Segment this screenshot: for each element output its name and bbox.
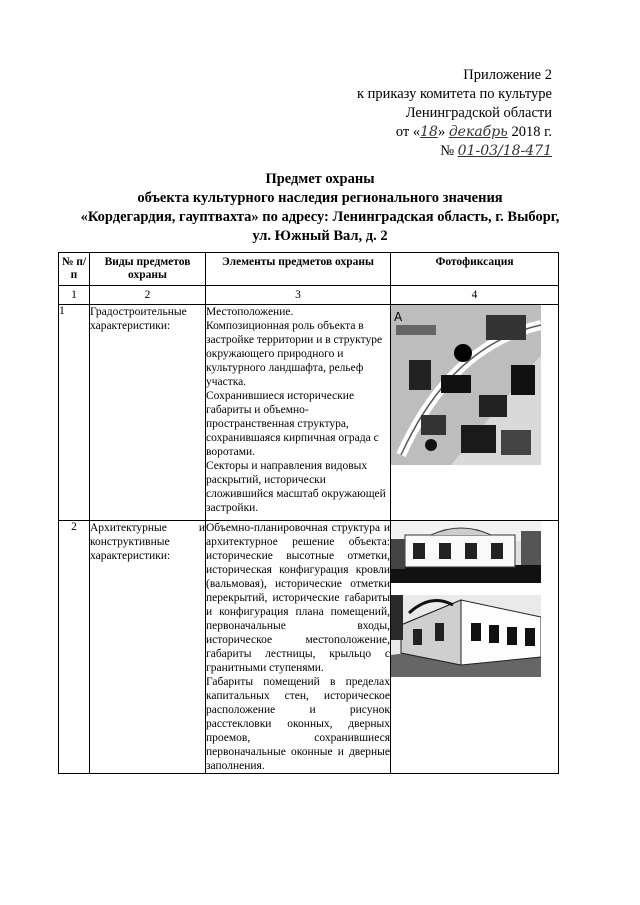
title-line-1: Предмет охраны	[265, 171, 375, 187]
handwritten-number: 01-03/18-471	[457, 143, 552, 159]
col-number: 2	[90, 286, 206, 305]
handwritten-day: 18	[420, 124, 438, 140]
svg-text:A: A	[394, 310, 403, 324]
row-elements: Местоположение. Композиционная роль объекта в застройке территории и в структуре окружающего природного и культурного ландшафта, рельеф участка. Сохранившиеся исторические габариты и объемно-пространственная структура, сохранившаяся кирпичная ограда с воротами. Секторы и направления видовых раскрытий, исторически сложившийся масштаб окружающей застройки.	[206, 305, 391, 521]
row-number: 1	[59, 305, 90, 521]
protection-table	[58, 252, 559, 774]
header-elements: Элементы предметов охраны	[206, 253, 391, 286]
header-num: № п/п	[59, 253, 90, 286]
title-line-2: объекта культурного наследия регионального значения	[137, 190, 503, 206]
header-photo: Фотофиксация	[391, 253, 559, 286]
table-header-row	[59, 253, 559, 286]
table-row	[59, 521, 559, 774]
column-number-row	[59, 286, 559, 305]
appendix-block	[357, 66, 552, 161]
appendix-number: № 01-03/18-471	[440, 143, 552, 159]
row-type: Градостроительные характеристики:	[90, 305, 206, 521]
col-number: 1	[59, 286, 90, 305]
document-title	[0, 170, 640, 246]
col-number: 4	[391, 286, 559, 305]
building-perspective-photo	[391, 595, 541, 677]
aerial-map-photo	[391, 305, 541, 465]
col-number: 3	[206, 286, 391, 305]
building-facade-photo	[391, 521, 541, 583]
row-elements: Объемно-планировочная структура и архитектурное решение объекта: исторические высотные отметки, историческая конфигурация кровли (вальмовая), исторические отметки перекрытий, исторические габариты и конфигурация плана помещений, первоначальные входы, историческое местоположение, габариты лестницы, крыльцо с гранитными ступенями. Габариты помещений в пределах капитальных стен, историческое расположение и рисунок расстекловки оконных, дверных проемов, сохранившиеся первоначальные оконные и дверные заполнения.	[206, 522, 390, 772]
appendix-region: Ленинградской области	[405, 105, 552, 121]
title-line-4: ул. Южный Вал, д. 2	[252, 228, 388, 244]
photo-cell	[391, 521, 559, 774]
appendix-date: от «18» декабрь 2018 г.	[395, 124, 552, 140]
header-type: Виды предметов охраны	[90, 253, 206, 286]
handwritten-month: декабрь	[448, 124, 508, 140]
table-row	[59, 305, 559, 521]
row-type: Архитектурные и конструктивные характеристики:	[90, 521, 206, 774]
appendix-order-ref: к приказу комитета по культуре	[356, 86, 552, 102]
row-number: 2	[59, 521, 90, 774]
photo-cell	[391, 305, 559, 521]
appendix-title: Приложение 2	[463, 67, 552, 83]
title-line-3: «Кордегардия, гауптвахта» по адресу: Ленинградская область, г. Выборг,	[80, 209, 560, 225]
